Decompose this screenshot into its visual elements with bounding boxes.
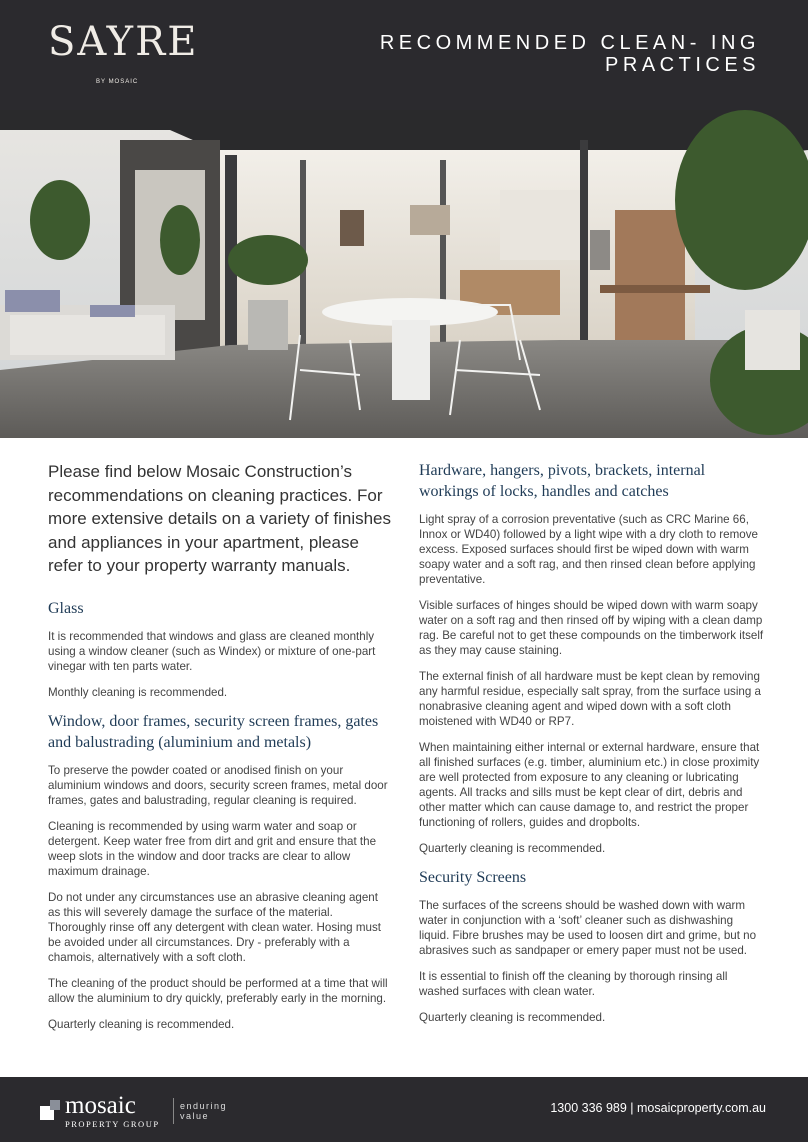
footer-divider	[173, 1098, 174, 1124]
section-heading-frames: Window, door frames, security screen frames, gates and balustrading (aluminium and metals)	[48, 712, 379, 751]
frames-paragraph-2: Cleaning is recommended by using warm water and soap or detergent. Keep water free from dirt and grit and ensure that the weep slots in the window and door tracks are clear to allow maximum drainage.	[48, 819, 377, 878]
section-heading-hardware: Hardware, hangers, pivots, brackets, internal workings of locks, handles and catches	[419, 462, 706, 500]
section-heading-screens: Security Screens	[419, 869, 527, 886]
mosaic-group-label: PROPERTY GROUP	[65, 1119, 160, 1129]
screens-paragraph-2: It is essential to finish off the cleaning by thorough rinsing all washed surfaces with clean water.	[419, 970, 728, 998]
section-heading-glass: Glass	[48, 599, 84, 617]
footer-contact: 1300 336 989 | mosaicproperty.com.au	[550, 1101, 766, 1115]
screens-paragraph-3: Quarterly cleaning is recommended.	[419, 1011, 606, 1024]
logo-wordmark: SAYRE	[48, 19, 199, 65]
hardware-paragraph-2: Visible surfaces of hinges should be wiped down with warm soapy water on a soft rag and then rinsed off by wiping with a clean damp rag. Be careful not to get these compounds on the timberwork itself as they may cause staining.	[419, 599, 764, 657]
logo-subtitle: BY MOSAIC	[96, 79, 139, 85]
hardware-paragraph-4: When maintaining either internal or external hardware, ensure that all finished surfaces (e.g. timber, aluminium etc.) in close proximity are well protected from exposure to any cleaning or lubricating agents. All tracks and sills must be kept clear of dirt, debris and other matter which can cause damage to, and restrict the proper functioning of rollers, guides and dropbolts.	[419, 741, 760, 829]
mosaic-squares-icon	[40, 1100, 60, 1120]
sayre-logo	[48, 19, 199, 92]
page-title: RECOMMENDED CLEAN- ING PRACTICES	[379, 32, 760, 76]
mosaic-wordmark: mosaic	[65, 1092, 136, 1119]
left-column	[48, 460, 393, 1043]
footer-bar	[0, 1077, 808, 1142]
hero-image	[0, 110, 808, 438]
frames-paragraph-4: The cleaning of the product should be performed at a time that will allow the aluminium to dry quickly, preferably early in the morning.	[48, 976, 388, 1005]
right-column	[419, 460, 764, 1036]
intro-paragraph: Please find below Mosaic Construction’s recommendations on cleaning practices. For more extensive details on a variety of finishes and appliances in your apartment, please refer to your property warranty manuals.	[48, 462, 392, 575]
glass-paragraph-2: Monthly cleaning is recommended.	[48, 685, 228, 699]
terrace-illustration	[0, 110, 808, 438]
frames-paragraph-3: Do not under any circumstances use an abrasive cleaning agent as this will severely damage the surface of the material. Thoroughly rinse off any detergent with clean water. Hosing must be avoided under all circumstances. Dry - preferably with a chamois, alternatively with a soft cloth.	[48, 890, 381, 964]
hardware-paragraph-1: Light spray of a corrosion preventative (such as CRC Marine 66, Innox or WD40) followed by a light wipe with a dry cloth to remove excess. Exposed surfaces should first be wiped down with warm soapy water and a soft rag, and then rinsed clean before applying preventative.	[419, 513, 758, 586]
hardware-paragraph-5: Quarterly cleaning is recommended.	[419, 842, 606, 855]
footer-tagline: enduring value	[180, 1101, 228, 1121]
mosaic-logo	[40, 1092, 240, 1129]
hardware-paragraph-3: The external finish of all hardware must be kept clean by removing any harmful residue, especially salt spray, from the surface using a nonabrasive cleaning agent and wiped down with a soft cloth moistened with WD40 or RP7.	[419, 670, 761, 728]
frames-paragraph-5: Quarterly cleaning is recommended.	[48, 1017, 235, 1031]
frames-paragraph-1: To preserve the powder coated or anodised finish on your aluminium windows and doors, security screen frames, metal door frames, gates and balustrading, regular cleaning is required.	[48, 763, 388, 807]
glass-paragraph-1: It is recommended that windows and glass are cleaned monthly using a window cleaner (such as Windex) or mixture of one-part vinegar with ten parts water.	[48, 629, 376, 673]
header-bar	[0, 0, 808, 110]
screens-paragraph-1: The surfaces of the screens should be washed down with warm water in conjunction with a ‘soft’ cleaner such as dishwashing liquid. Fibre brushes may be used to loosen dirt and grime, but no abrasives such as sandpaper or emery paper must not be used.	[419, 899, 757, 957]
